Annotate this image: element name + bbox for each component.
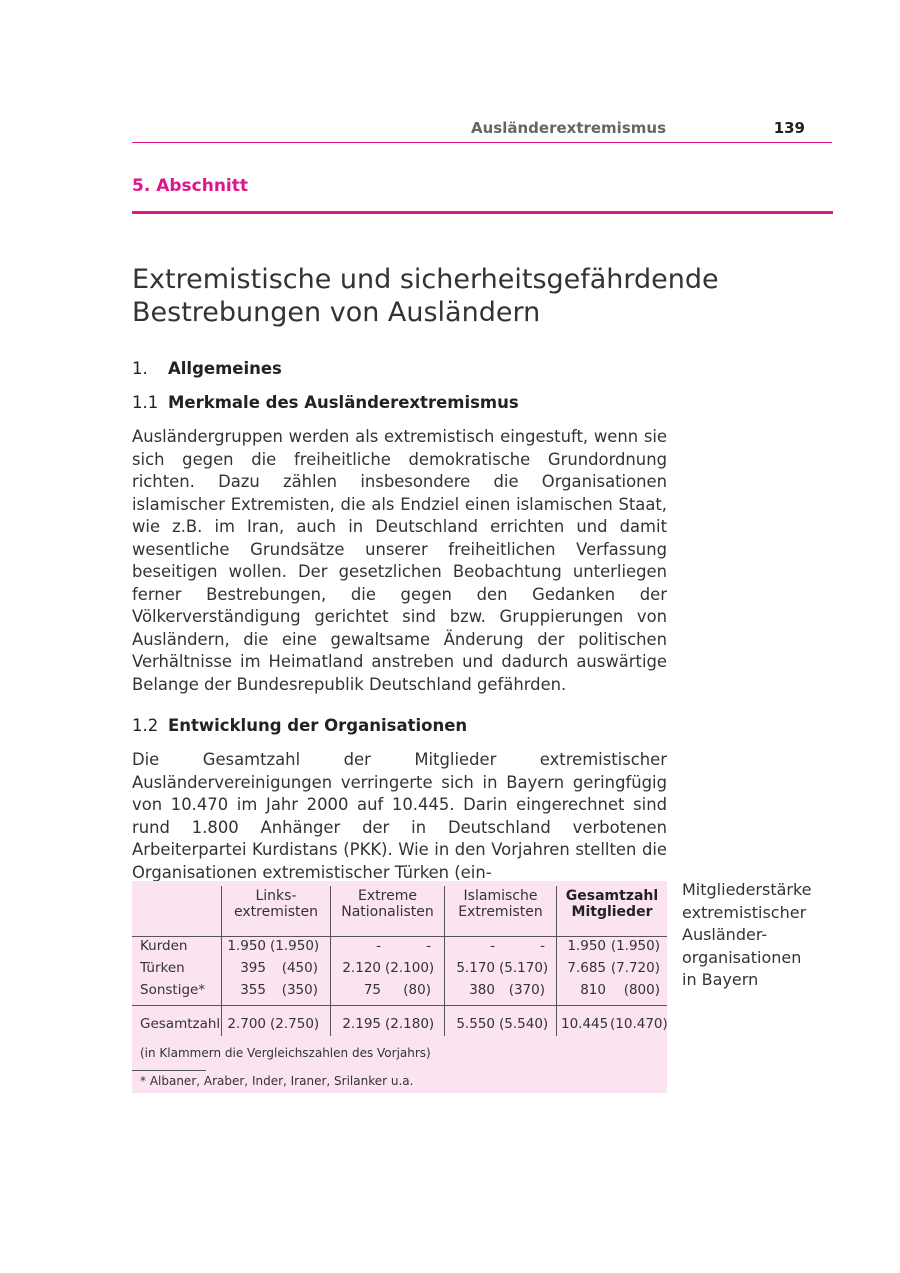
- table-footnote: * Albaner, Araber, Inder, Iraner, Srilanker u.a.: [140, 1074, 414, 1088]
- heading-text: Entwicklung der Organisationen: [168, 716, 468, 735]
- column-header-line: Extreme: [358, 888, 417, 904]
- row-label-kurden: Kurden: [140, 938, 188, 954]
- column-header-line: Nationalisten: [341, 904, 434, 920]
- heading-number: 1.2: [132, 716, 159, 735]
- heading-number: 1.: [132, 359, 148, 378]
- table-cell: 355: [240, 982, 266, 998]
- margin-note-line: extremistischer: [682, 902, 807, 922]
- section-divider: [132, 211, 833, 214]
- table-cell: (450): [281, 960, 318, 976]
- table-cell: 75: [363, 982, 381, 998]
- table-cell: -: [540, 938, 545, 954]
- row-label-tuerken: Türken: [140, 960, 185, 976]
- table-cell: (2.750): [270, 1016, 320, 1032]
- table-cell: (1.950): [610, 938, 660, 954]
- membership-table: [132, 881, 667, 1093]
- margin-note-line: organisationen: [682, 947, 802, 967]
- margin-note-line: in Bayern: [682, 970, 759, 989]
- table-cell: 7.685: [567, 960, 606, 976]
- table-cell: 5.550: [456, 1016, 495, 1032]
- page-number: 139: [773, 119, 805, 137]
- section-label: 5. Abschnitt: [132, 176, 249, 196]
- total-rule: [132, 1005, 667, 1006]
- table-cell: 810: [580, 982, 606, 998]
- column-header-line: Islamische: [463, 888, 538, 904]
- heading-text: Merkmale des Ausländerextremismus: [168, 393, 519, 412]
- heading-text: Allgemeines: [168, 359, 282, 378]
- table-cell: (5.540): [499, 1016, 549, 1032]
- paragraph-entwicklung: Die Gesamtzahl der Mitglieder extremistischer Ausländervereinigungen verringerte sich in Bayern geringfügig von 10.470 im Jahr 2000 auf 10.445. Darin eingerechnet sind rund 1.800 Anhänger der in Deutschland verbotenen Arbeiterpartei Kurdistans (PKK). Wie in den Vorjahren stellten die Organisationen extremistischer Türken (ein-: [132, 750, 667, 882]
- table-cell: 395: [240, 960, 266, 976]
- table-cell: (80): [403, 982, 431, 998]
- table-cell: (7.720): [610, 960, 660, 976]
- column-header-nationalisten: [331, 888, 444, 920]
- table-cell: (2.180): [385, 1016, 435, 1032]
- table-cell: (10.470): [610, 1016, 668, 1032]
- table-cell: 5.170: [456, 960, 495, 976]
- table-cell: 1.950: [227, 938, 266, 954]
- row-label-sonstige: Sonstige*: [140, 982, 206, 998]
- footnote-rule: [132, 1070, 206, 1071]
- header-rule: [132, 936, 667, 937]
- table-cell: (370): [508, 982, 545, 998]
- margin-note-line: Mitgliederstärke: [682, 880, 812, 899]
- table-cell: 1.950: [567, 938, 606, 954]
- heading-entwicklung: [132, 716, 467, 735]
- table-cell: -: [490, 938, 495, 954]
- table-cell: 2.195: [342, 1016, 381, 1032]
- table-cell: 2.700: [227, 1016, 266, 1032]
- column-header-line: Mitglieder: [571, 904, 653, 920]
- table-cell: 380: [469, 982, 495, 998]
- column-header-line: Gesamtzahl: [565, 888, 659, 904]
- table-cell: (350): [281, 982, 318, 998]
- paragraph-merkmale: Ausländergruppen werden als extremistisch eingestuft, wenn sie sich gegen die freiheitliche demokratische Grundordnung richten. Dazu zählen insbesondere die Organisationen islamischer Extremisten, die als Endziel einen islamischen Staat, wie z.B. im Iran, auch in Deutschland errichten und damit wesentliche Grundsätze unserer freiheitlichen Verfassung beseitigen wollen. Der gesetzlichen Beobachtung unterliegen ferner Bestrebungen, die gegen den Gedanken der Völkerverständigung gerichtet sind bzw. Gruppierungen von Ausländern, die eine gewaltsame Änderung der politischen Verhältnisse im Heimatland anstreben und dadurch auswärtige Belange der Bundesrepublik Deutschland gefährden.: [132, 427, 667, 694]
- row-label-gesamtzahl: Gesamtzahl: [140, 1016, 221, 1032]
- table-cell: -: [376, 938, 381, 954]
- table-cell: 2.120: [342, 960, 381, 976]
- chapter-title: Extremistische und sicherheitsgefährdende Bestrebungen von Ausländern: [132, 264, 719, 328]
- table-cell: (1.950): [270, 938, 320, 954]
- heading-allgemeines: [132, 359, 282, 378]
- heading-number: 1.1: [132, 393, 159, 412]
- table-cell: (2.100): [385, 960, 435, 976]
- table-cell: (800): [623, 982, 660, 998]
- column-header-line: extremisten: [234, 904, 318, 920]
- column-header-islamische-extremisten: [445, 888, 556, 920]
- margin-note: [682, 879, 842, 992]
- column-header-line: Extremisten: [458, 904, 543, 920]
- running-head: [132, 116, 832, 143]
- running-head-title: Ausländerextremismus: [471, 119, 666, 137]
- heading-merkmale: [132, 393, 519, 412]
- margin-note-line: Ausländer-: [682, 925, 768, 944]
- table-cell: -: [426, 938, 431, 954]
- column-header-linksextremisten: [221, 888, 331, 920]
- table-cell: 10.445: [561, 1016, 609, 1032]
- column-header-line: Links-: [255, 888, 297, 904]
- table-note: (in Klammern die Vergleichszahlen des Vorjahrs): [140, 1046, 431, 1060]
- table-cell: (5.170): [499, 960, 549, 976]
- column-header-gesamtzahl: [557, 888, 667, 920]
